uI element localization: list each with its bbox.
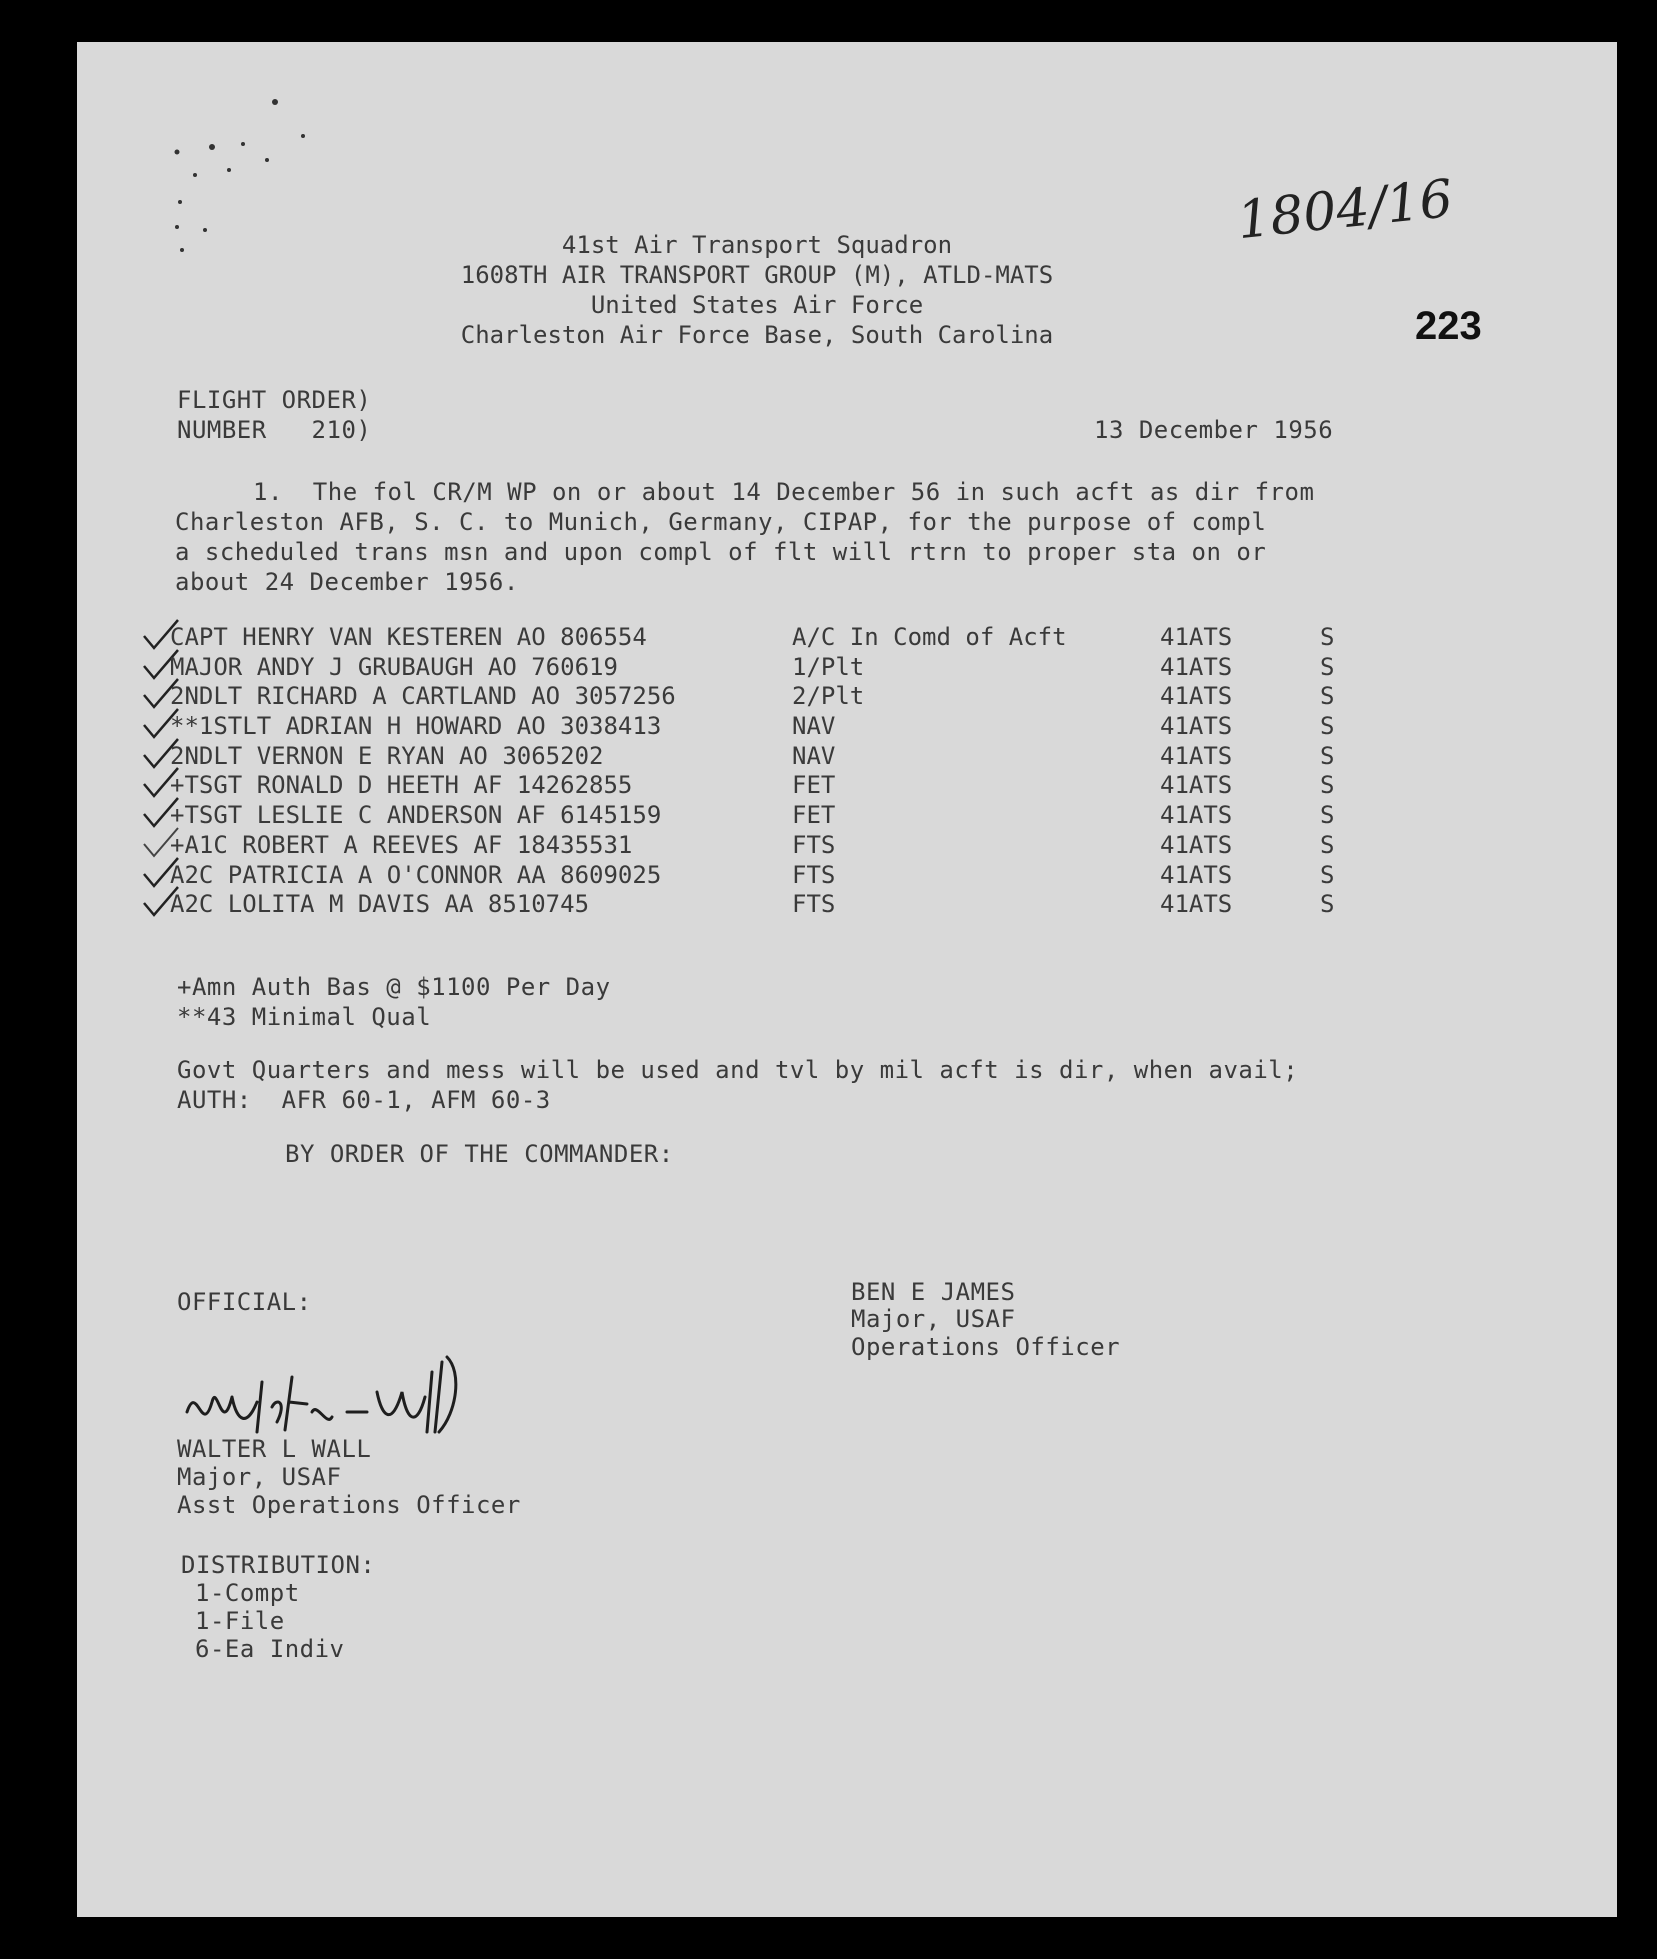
- official-label: OFFICIAL:: [177, 1288, 312, 1316]
- punch-hole-marks: [117, 72, 337, 252]
- crew-duty: FET: [792, 801, 836, 830]
- crew-unit: 41ATS: [1160, 860, 1233, 889]
- distribution-item: 1-File: [195, 1607, 285, 1635]
- crew-name: 2NDLT RICHARD A CARTLAND AO 3057256: [170, 682, 676, 711]
- crew-unit: 41ATS: [1160, 771, 1233, 800]
- crew-unit: 41ATS: [1160, 801, 1233, 830]
- svg-text:Walter L. Wall: Walter L. Wall: [177, 1342, 186, 1343]
- crew-status: S: [1320, 890, 1335, 919]
- document-page: [77, 42, 1617, 1917]
- crew-duty: FTS: [792, 860, 836, 889]
- crew-status: S: [1320, 741, 1335, 770]
- crew-status: S: [1320, 771, 1335, 800]
- letterhead-group: 1608TH AIR TRANSPORT GROUP (M), ATLD-MATS: [460, 261, 1054, 289]
- crew-unit: 41ATS: [1160, 623, 1233, 651]
- crew-unit: 41ATS: [1160, 741, 1233, 770]
- crew-duty: FTS: [792, 830, 836, 859]
- signer-left-title: Asst Operations Officer: [177, 1491, 521, 1519]
- authority-line: AUTH: AFR 60-1, AFM 60-3: [177, 1086, 551, 1114]
- order-number: NUMBER 210): [177, 416, 372, 444]
- crew-name: +TSGT RONALD D HEETH AF 14262855: [170, 771, 633, 800]
- signer-left-rank: Major, USAF: [177, 1463, 342, 1491]
- signer-left-name: WALTER L WALL: [177, 1435, 372, 1463]
- distribution-item: 6-Ea Indiv: [195, 1635, 345, 1663]
- crew-duty: 1/Plt: [792, 652, 865, 681]
- crew-name: 2NDLT VERNON E RYAN AO 3065202: [170, 741, 604, 770]
- crew-duty: 2/Plt: [792, 682, 865, 711]
- crew-duty: NAV: [792, 741, 836, 770]
- crew-name: +A1C ROBERT A REEVES AF 18435531: [170, 830, 633, 859]
- by-order-line: BY ORDER OF THE COMMANDER:: [285, 1140, 674, 1168]
- crew-status: S: [1320, 801, 1335, 830]
- crew-name: A2C PATRICIA A O'CONNOR AA 8609025: [170, 860, 662, 889]
- crew-duty: FTS: [792, 890, 836, 919]
- crew-status: S: [1320, 860, 1335, 889]
- crew-duty: NAV: [792, 712, 836, 741]
- crew-status: S: [1320, 712, 1335, 741]
- signer-right-title: Operations Officer: [851, 1333, 1121, 1361]
- letterhead-base: Charleston Air Force Base, South Carolina: [460, 321, 1054, 349]
- crew-name: A2C LOLITA M DAVIS AA 8510745: [170, 890, 590, 919]
- distribution-item: 1-Compt: [195, 1579, 300, 1607]
- crew-unit: 41ATS: [1160, 652, 1233, 681]
- distribution-label: DISTRIBUTION:: [181, 1551, 376, 1579]
- signer-right-name: BEN E JAMES: [851, 1278, 1016, 1306]
- order-date: 13 December 1956: [1094, 416, 1334, 444]
- letterhead: [437, 230, 1077, 350]
- crew-name: **1STLT ADRIAN H HOWARD AO 3038413: [170, 712, 662, 741]
- crew-name: CAPT HENRY VAN KESTEREN AO 806554: [170, 623, 647, 651]
- crew-unit: 41ATS: [1160, 830, 1233, 859]
- handwritten-reference: 1804/16: [1234, 168, 1456, 252]
- body-line-3: a scheduled trans msn and upon compl of flt will rtrn to proper sta on or: [175, 538, 1267, 566]
- letterhead-squadron: 41st Air Transport Squadron: [561, 231, 953, 259]
- note-pay: +Amn Auth Bas @ $1100 Per Day: [177, 973, 611, 1001]
- crew-status: S: [1320, 682, 1335, 711]
- crew-unit: 41ATS: [1160, 890, 1233, 919]
- crew-status: S: [1320, 652, 1335, 681]
- crew-duty: FET: [792, 771, 836, 800]
- crew-status: S: [1320, 623, 1335, 651]
- crew-name: MAJOR ANDY J GRUBAUGH AO 760619: [170, 652, 618, 681]
- letterhead-service: United States Air Force: [590, 291, 924, 319]
- body-line-4: about 24 December 1956.: [175, 568, 519, 596]
- order-label: FLIGHT ORDER): [177, 386, 372, 414]
- crew-status: S: [1320, 830, 1335, 859]
- note-qual: **43 Minimal Qual: [177, 1003, 432, 1031]
- body-line-2: Charleston AFB, S. C. to Munich, Germany, CIPAP, for the purpose of compl: [175, 508, 1267, 536]
- quarters-line: Govt Quarters and mess will be used and tvl by mil acft is dir, when avail;: [177, 1056, 1299, 1084]
- page-number: 223: [1415, 304, 1482, 348]
- signer-right-rank: Major, USAF: [851, 1305, 1016, 1333]
- crew-duty: A/C In Comd of Acft: [792, 623, 1067, 651]
- crew-unit: 41ATS: [1160, 712, 1233, 741]
- body-line-1: 1. The fol CR/M WP on or about 14 December 56 in such acft as dir from: [253, 478, 1315, 506]
- crew-name: +TSGT LESLIE C ANDERSON AF 6145159: [170, 801, 662, 830]
- crew-unit: 41ATS: [1160, 682, 1233, 711]
